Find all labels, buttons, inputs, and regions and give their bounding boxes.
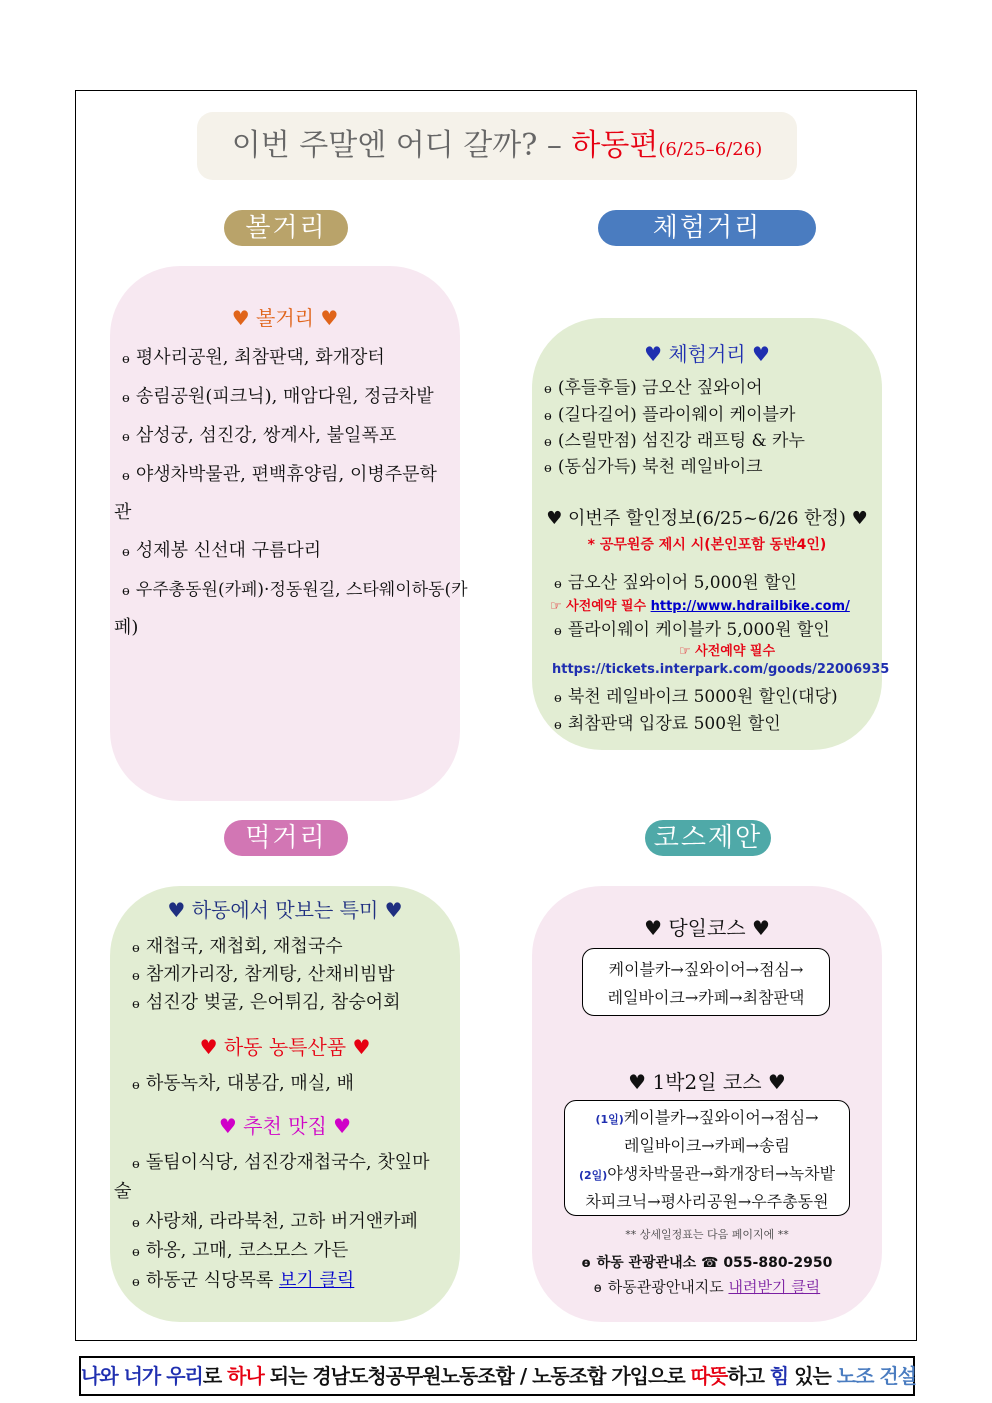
list-item-cont: 관 bbox=[114, 502, 132, 523]
route-line: 케이블카→짚와이어→점심→ bbox=[608, 960, 804, 979]
route-line: 차피크닉→평사리공원→우주총동원 bbox=[585, 1192, 829, 1211]
list-item: ɵ 송림공원(피크닉), 매암다원, 정금차밭 bbox=[122, 386, 434, 407]
food-panel bbox=[110, 886, 460, 1322]
discount-link-row: ☞ 사전예약 필수 http://www.hdrailbike.com/ bbox=[550, 599, 850, 614]
experience-panel bbox=[532, 318, 890, 750]
title-dates: (6/25–6/26) bbox=[658, 139, 763, 160]
list-item: ɵ 삼성궁, 섬진강, 쌍계사, 불일폭포 bbox=[122, 425, 397, 446]
schedule-note: ** 상세일정표는 다음 페이지에 ** bbox=[625, 1228, 789, 1241]
food-heading-1: ♥ 하동에서 맛보는 특미 ♥ bbox=[167, 898, 403, 922]
union-banner: 나와 너가 우리로 하나 되는 경남도청공무원노동조합 / 노동조합 가입으로 따뜻하고 힘 있는 노조 건설 bbox=[79, 1356, 915, 1396]
discount-note: * 공무원증 제시 시(본인포함 동반4인) bbox=[587, 537, 827, 553]
office-row: ɵ 하동 관광관내소 ☎ 055-880-2950 bbox=[581, 1255, 833, 1271]
course-panel bbox=[532, 886, 882, 1322]
phone-number: ☎ 055-880-2950 bbox=[701, 1255, 833, 1271]
cablecar-link[interactable]: https://tickets.interpark.com/goods/22006935 bbox=[552, 662, 890, 677]
route-line: 레일바이크→카페→최참판댁 bbox=[607, 988, 805, 1007]
list-item: ɵ 하동녹차, 대봉감, 매실, 배 bbox=[132, 1073, 355, 1094]
look-pill: 볼거리 bbox=[224, 210, 348, 246]
discount-item: ɵ 금오산 짚와이어 5,000원 할인 bbox=[554, 573, 797, 593]
look-heading: ♥ 볼거리 ♥ bbox=[231, 306, 339, 330]
list-item: ɵ 섬진강 벚굴, 은어튀김, 참숭어회 bbox=[132, 992, 401, 1013]
restaurant-list-row: ɵ 하동군 식당목록 보기 클릭 bbox=[132, 1270, 355, 1291]
day-course-heading: ♥ 당일코스 ♥ bbox=[644, 916, 770, 940]
list-item: ɵ 성제봉 신선대 구름다리 bbox=[122, 540, 322, 561]
list-item: ɵ 평사리공원, 최참판댁, 화개장터 bbox=[122, 347, 385, 368]
discount-item: ɵ 북천 레일바이크 5000원 할인(대당) bbox=[554, 687, 838, 707]
discount-heading: ♥ 이번주 할인정보(6/25~6/26 한정) ♥ bbox=[546, 508, 868, 529]
two-day-route bbox=[564, 1100, 850, 1216]
map-row: ɵ 하동관광안내지도 내려받기 클릭 bbox=[593, 1278, 821, 1296]
route-line: 레일바이크→카페→송림 bbox=[624, 1136, 790, 1155]
food-heading-3: ♥ 추천 맛집 ♥ bbox=[218, 1114, 352, 1138]
railbike-link[interactable]: http://www.hdrailbike.com/ bbox=[650, 599, 850, 614]
map-download-link[interactable]: 내려받기 클릭 bbox=[728, 1278, 821, 1296]
list-item: ɵ 하옹, 고매, 코스모스 가든 bbox=[132, 1240, 349, 1261]
title-place: 하동편 bbox=[571, 128, 659, 163]
list-item: ɵ 참게가리장, 참게탕, 산채비빔밥 bbox=[132, 964, 395, 985]
list-item: ɵ 야생차박물관, 편백휴양림, 이병주문학 bbox=[122, 464, 437, 485]
list-item: ɵ (스릴만점) 섬진강 래프팅 & 카누 bbox=[544, 431, 805, 451]
title-main: 이번 주말엔 어디 갈까? – bbox=[231, 128, 572, 163]
food-pill: 먹거리 bbox=[224, 820, 348, 856]
route-line: (2일)야생차박물관→화개장터→녹차밭 bbox=[578, 1164, 836, 1183]
experience-pill: 체험거리 bbox=[598, 210, 816, 246]
list-item: ɵ 돌팀이식당, 섬진강재첩국수, 찻잎마 bbox=[132, 1152, 430, 1173]
experience-heading: ♥ 체험거리 ♥ bbox=[644, 342, 770, 366]
list-item: ɵ (동심가득) 북천 레일바이크 bbox=[544, 457, 763, 477]
discount-item: ɵ 플라이웨이 케이블카 5,000원 할인 bbox=[554, 620, 830, 640]
two-day-heading: ♥ 1박2일 코스 ♥ bbox=[628, 1070, 786, 1094]
day-course-route bbox=[582, 948, 830, 1016]
page-title bbox=[197, 112, 797, 180]
route-line: (1일)케이블카→짚와이어→점심→ bbox=[595, 1108, 819, 1127]
list-item: ɵ (길다길어) 플라이웨이 케이블카 bbox=[544, 405, 796, 425]
course-pill: 코스제안 bbox=[645, 820, 771, 856]
list-item: ɵ 재첩국, 재첩회, 재첩국수 bbox=[132, 936, 343, 957]
food-heading-2: ♥ 하동 농특산품 ♥ bbox=[199, 1035, 371, 1059]
discount-note-2: ☞ 사전예약 필수 bbox=[678, 644, 776, 659]
list-item: ɵ 우주총동원(카페)·정동원길, 스타웨이하동(카 bbox=[122, 580, 468, 600]
list-item-cont: 페) bbox=[114, 617, 139, 638]
list-item: ɵ 사랑채, 라라북천, 고하 버거앤카페 bbox=[132, 1211, 418, 1232]
list-item: ɵ (후들후들) 금오산 짚와이어 bbox=[544, 378, 763, 398]
restaurant-list-link[interactable]: 보기 클릭 bbox=[279, 1270, 355, 1291]
discount-item: ɵ 최참판댁 입장료 500원 할인 bbox=[554, 714, 781, 734]
look-panel bbox=[110, 266, 468, 801]
list-item-cont: 술 bbox=[114, 1181, 132, 1202]
